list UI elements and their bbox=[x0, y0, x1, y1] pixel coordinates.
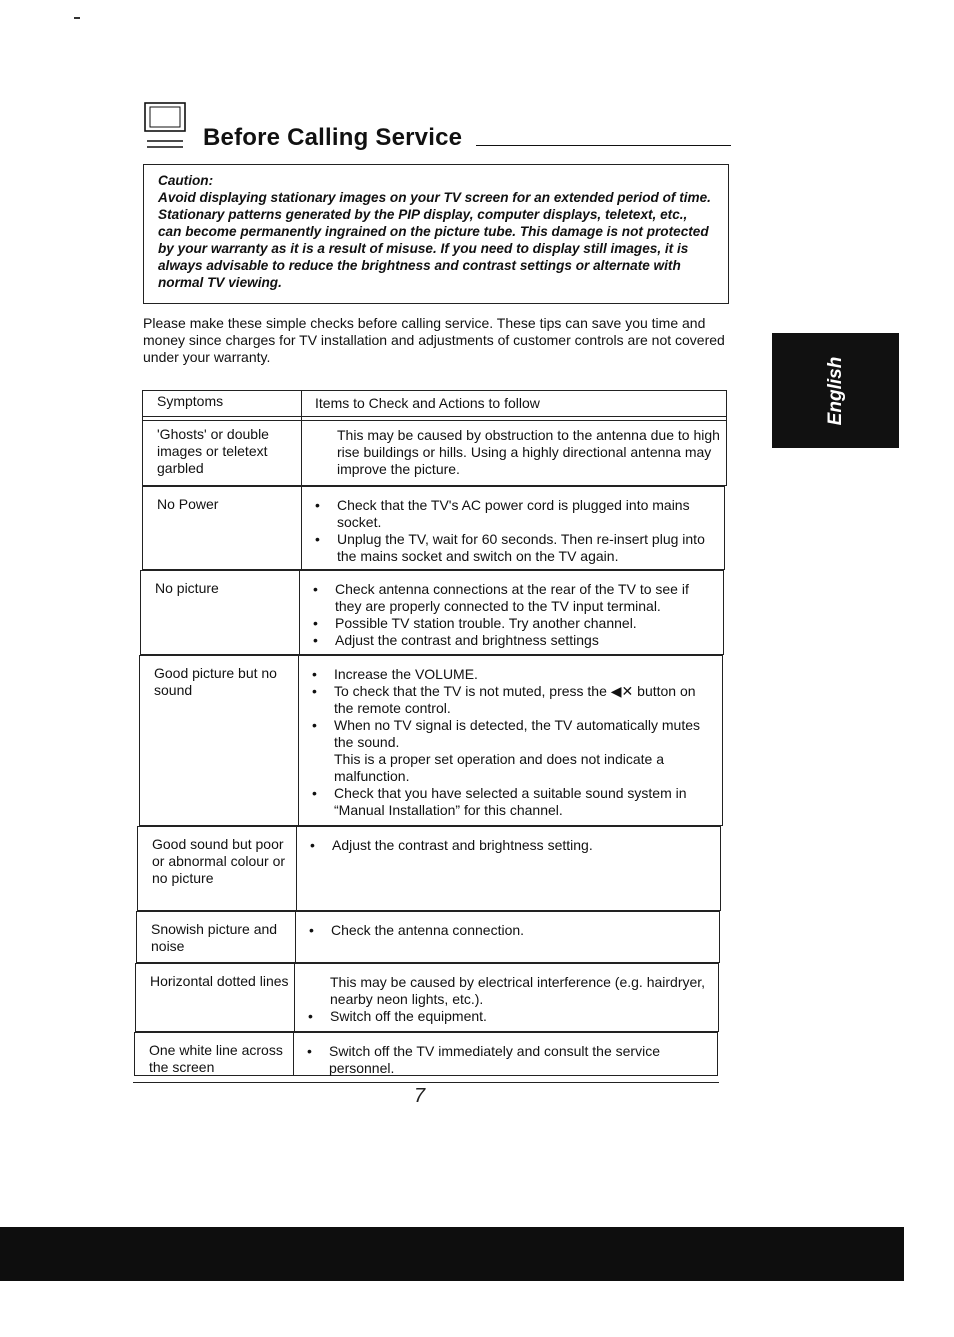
action-item: • Increase the VOLUME. bbox=[312, 666, 716, 683]
action-item: • Possible TV station trouble. Try another channel. bbox=[313, 615, 717, 632]
caution-box bbox=[143, 164, 729, 304]
actions-cell bbox=[301, 417, 726, 485]
symptom-cell: 'Ghosts' or double images or teletext garbled bbox=[157, 426, 269, 476]
caution-label: Caution: bbox=[158, 173, 214, 188]
language-tab bbox=[772, 333, 899, 448]
table-row bbox=[136, 911, 720, 963]
action-item: This may be caused by electrical interference (e.g. hairdryer, nearby neon lights, etc.). bbox=[330, 974, 706, 1007]
intro-paragraph: Please make these simple checks before calling service. These tips can save you time and money since charges for TV installation and adjustments of customer controls are not covered under your warranty. bbox=[143, 315, 725, 365]
footer-bar bbox=[0, 1227, 904, 1281]
symptom-cell: Good picture but no sound bbox=[154, 665, 277, 698]
action-item: • Switch off the TV immediately and consult the service personnel. bbox=[307, 1043, 711, 1077]
table-row bbox=[139, 655, 723, 826]
symptom-cell: One white line across the screen bbox=[149, 1042, 283, 1075]
symptom-cell: Horizontal dotted lines bbox=[150, 973, 289, 989]
tv-icon bbox=[143, 101, 187, 151]
scan-mark bbox=[74, 17, 80, 19]
actions-cell bbox=[293, 1033, 717, 1075]
caution-text: Avoid displaying stationary images on your TV screen for an extended period of time. Stationary patterns generated by the PIP display, computer displays, teletext, etc., can become permanently ingrained on the picture tube. This damage is not protected by your warranty as it is a result of misuse. If you need to display still images, it is always advisable to reduce the brightness and contrast settings or alternate with normal TV viewing. bbox=[158, 190, 711, 290]
action-item: This may be caused by obstruction to the antenna due to high rise buildings or hills. Using a highly directional antenna may improve the picture. bbox=[337, 427, 720, 477]
page-number: 7 bbox=[414, 1085, 426, 1107]
action-item: • Check antenna connections at the rear of the TV to see if they are properly connected to the TV input terminal. bbox=[313, 581, 717, 615]
symptom-cell: Snowish picture and noise bbox=[151, 921, 278, 954]
actions-cell bbox=[294, 964, 718, 1031]
symptom-cell: Good sound but poor or abnormal colour or no picture bbox=[152, 836, 286, 886]
actions-cell bbox=[298, 656, 722, 825]
language-tab-label: English bbox=[824, 356, 846, 425]
title-rule bbox=[476, 145, 731, 146]
action-item: • To check that the TV is not muted, press the ◀✕ button on the remote control. bbox=[312, 683, 716, 717]
action-item: • Adjust the contrast and brightness settings bbox=[313, 632, 717, 649]
symptom-cell: No Power bbox=[157, 496, 219, 512]
action-item: • Check that you have selected a suitable sound system in “Manual Installation” for this channel. bbox=[312, 785, 716, 819]
action-item: • Switch off the equipment. bbox=[308, 1008, 712, 1025]
table-row bbox=[142, 486, 725, 570]
action-item: • When no TV signal is detected, the TV automatically mutes the sound. bbox=[312, 717, 716, 751]
action-item: • Check the antenna connection. bbox=[309, 922, 713, 939]
actions-cell bbox=[299, 571, 723, 654]
action-item: • Check that the TV's AC power cord is plugged into mains socket. bbox=[315, 497, 718, 531]
table-row bbox=[137, 826, 721, 911]
page-title: Before Calling Service bbox=[203, 124, 463, 151]
header-actions: Items to Check and Actions to follow bbox=[315, 395, 540, 411]
action-item: This is a proper set operation and does not indicate a malfunction. bbox=[334, 751, 664, 784]
actions-cell bbox=[301, 487, 724, 569]
actions-cell bbox=[295, 912, 719, 962]
header-symptoms: Symptoms bbox=[157, 393, 224, 409]
table-row bbox=[142, 416, 727, 486]
action-item: • Unplug the TV, wait for 60 seconds. Then re-insert plug into the mains socket and switch on the TV again. bbox=[315, 531, 718, 565]
table-row bbox=[134, 1032, 718, 1076]
table-row bbox=[135, 963, 719, 1032]
table-row bbox=[140, 570, 724, 655]
actions-cell bbox=[296, 827, 720, 910]
symptom-cell: No picture bbox=[155, 580, 219, 596]
bottom-rule bbox=[133, 1082, 719, 1083]
action-item: • Adjust the contrast and brightness setting. bbox=[310, 837, 714, 854]
